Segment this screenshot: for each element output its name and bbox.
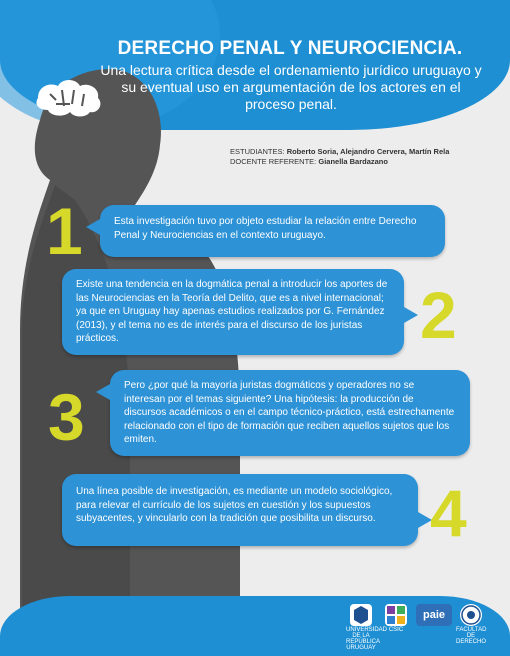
step-bubble-2: Existe una tendencia en la dogmática penal a introducir los aportes de las Neurociencias en la Teoría del Delito, que es a nivel internacional; ya que en Uruguay hay apenas estudios realizados por G. Fernández (2013), y el tema no es de interés para el discurso de los juristas prácticos. xyxy=(62,269,404,355)
udelar-logo-text: UNIVERSIDAD DE LA REPÚBLICA URUGUAY xyxy=(346,627,388,651)
fder-seal-logo xyxy=(460,604,482,626)
step-number-2: 2 xyxy=(420,278,457,352)
step-bubble-3: Pero ¿por qué la mayoría juristas dogmáticos y operadores no se interesan por el temas siguiente? Una hipótesis: la producción de discursos académicos o en el campo técnico-práctico, está estrechamente relacionado con el tipo de formación que reciben aquellos sujetos que los emiten. xyxy=(110,370,470,456)
csic-logo xyxy=(385,604,407,626)
fder-logo-text: FACULTAD DE DERECHO xyxy=(456,627,487,645)
udelar-logo xyxy=(350,604,372,626)
page-subtitle: Una lectura crítica desde el ordenamiento jurídico uruguayo y su eventual uso en argumentación de los actores en el proceso penal. xyxy=(100,62,482,112)
students-line xyxy=(230,147,500,157)
credits xyxy=(230,147,500,167)
page-title: DERECHO PENAL Y NEUROCIENCIA. xyxy=(117,38,463,59)
paie-logo: paie xyxy=(416,604,452,626)
step-bubble-1: Esta investigación tuvo por objeto estudiar la relación entre Derecho Penal y Neurociencias en el contexto uruguayo. xyxy=(100,205,445,257)
advisor-label: DOCENTE REFERENTE: xyxy=(230,157,317,166)
students-names: Roberto Soria, Alejandro Cervera, Martín Rela xyxy=(286,147,450,156)
step-bubble-4: Una línea posible de investigación, es mediante un modelo sociológico, para relevar el currículo de los sujetos en cuestión y los supuestos subyacentes, y vincularlo con la tradición que posibilita un discurso. xyxy=(62,474,418,546)
step-number-4: 4 xyxy=(430,476,467,550)
step-number-1: 1 xyxy=(46,194,83,268)
step-number-3: 3 xyxy=(48,380,85,454)
csic-logo-text: CSIC xyxy=(388,627,404,633)
students-label: ESTUDIANTES: xyxy=(230,147,285,156)
advisor-name: Gianella Bardazano xyxy=(318,157,388,166)
advisor-line xyxy=(230,157,500,167)
